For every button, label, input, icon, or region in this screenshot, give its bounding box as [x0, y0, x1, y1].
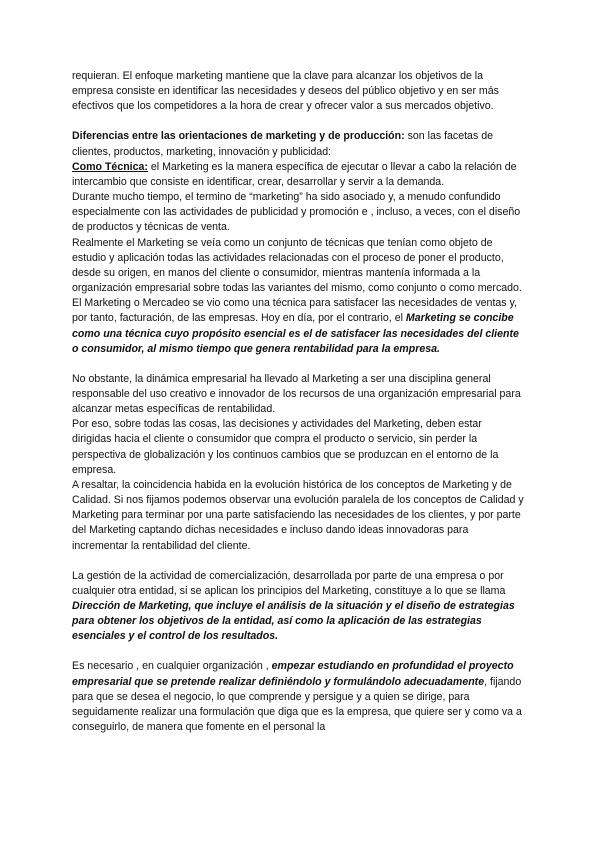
paragraph-gap [72, 644, 524, 659]
paragraph-por-eso: Por eso, sobre todas las cosas, las decisiones y actividades del Marketing, deben estar dirigidas hacia el cliente o consumidor que compra el producto o servicio, sin perder la perspectiva de globalización y los continuos cambios que se produzcan en el entorno de la empresa. [72, 418, 499, 476]
gestion-emphasis: Dirección de Marketing, que incluye el análisis de la situación y el diseño de estrategias para obtener los objetivos de la entidad, así como la aplicación de las estrategias esenciales y el control de los resultados. [72, 600, 515, 643]
necesario-text-b: , fijando para que se desea el negocio, lo que comprende y persigue y a quien se dirige, para seguidamente realizar una formulación que diga que es la empresa, que quiere ser y como va a conseguirlo, de manera que fomente en el personal la [72, 675, 522, 734]
paragraph-intro: requieran. El enfoque marketing mantiene que la clave para alcanzar los objetivos de la empresa consiste en identificar las necesidades y deseos del público objetivo y en ser más efectivos que los competidores a la hora de crear y ofrecer valor a sus mercados objetivo. [72, 70, 499, 113]
paragraph-differences [72, 129, 524, 159]
paragraph-durante: Durante mucho tiempo, el termino de “marketing” ha sido asociado y, a menudo confundido especialmente con las actividades de publicidad y promoción e , incluso, a veces, con el diseño de productos y técnicas de venta. [72, 191, 521, 234]
como-tecnica-text: el Marketing es la manera específica de ejecutar o llevar a cabo la relación de intercambio que consiste en identificar, crear, desarrollar y servir a la demanda. [72, 160, 517, 188]
paragraph-gap [72, 357, 524, 372]
gestion-text: La gestión de la actividad de comercialización, desarrollada por parte de una empresa o por cualquier otra entidad, si se aplican los principios del Marketing, constituye a lo que se llama [72, 569, 506, 597]
mercadeo-emphasis: Marketing se concibe como una técnica cuyo propósito esencial es el de satisfacer las necesidades del cliente o consumidor, al mismo tiempo que genera rentabilidad para la empresa. [72, 312, 519, 355]
como-tecnica-label: Como Técnica: [72, 160, 148, 173]
paragraph-no-obstante: No obstante, la dinámica empresarial ha llevado al Marketing a ser una disciplina general responsable del uso creativo e innovador de los recursos de una organización empresarial para alcanzar metas específicas de rentabilidad. [72, 372, 521, 416]
necesario-emphasis: empezar estudiando en profundidad el proyecto empresarial que se pretende realizar definiéndolo y formulándolo adecuadamente [72, 660, 514, 688]
paragraph-gestion [72, 569, 524, 645]
necesario-text-a: Es necesario , en cualquier organización , [72, 660, 272, 673]
paragraph-realmente: Realmente el Marketing se veía como un conjunto de técnicas que tenían como objeto de estudio y aplicación todas las actividades relacionadas con el proceso de poner el producto, desde su origen, en manos del cliente o consumidor, mientras mantenía informada a la organización empresarial sobre todas las variantes del mismo, como conjunto o como mercado. [72, 236, 522, 295]
differences-heading: Diferencias entre las orientaciones de marketing y de producción: [72, 130, 405, 143]
paragraph-gap [72, 114, 524, 129]
differences-text: son las facetas de clientes, productos, marketing, innovación y publicidad: [72, 130, 493, 158]
paragraph-necesario [72, 659, 524, 735]
paragraph-resaltar: A resaltar, la coincidencia habida en la evolución histórica de los conceptos de Marketing y de Calidad. Si nos fijamos podemos observar una evolución paralela de los conceptos de Calidad y Marketing para terminar por una parte satisfaciendo las necesidades de los clientes, y por parte del Marketing captando dichas necesidades e incluso dando ideas innovadoras para incrementar la rentabilidad del cliente. [72, 478, 524, 552]
document-page [72, 69, 524, 735]
paragraph-como-tecnica [72, 160, 524, 190]
paragraph-mercadeo [72, 296, 524, 357]
mercadeo-text: El Marketing o Mercadeo se vio como una técnica para satisfacer las necesidades de ventas y, por tanto, facturación, de las empresas. Hoy en día, por el contrario, el [72, 297, 517, 325]
paragraph-gap [72, 554, 524, 569]
